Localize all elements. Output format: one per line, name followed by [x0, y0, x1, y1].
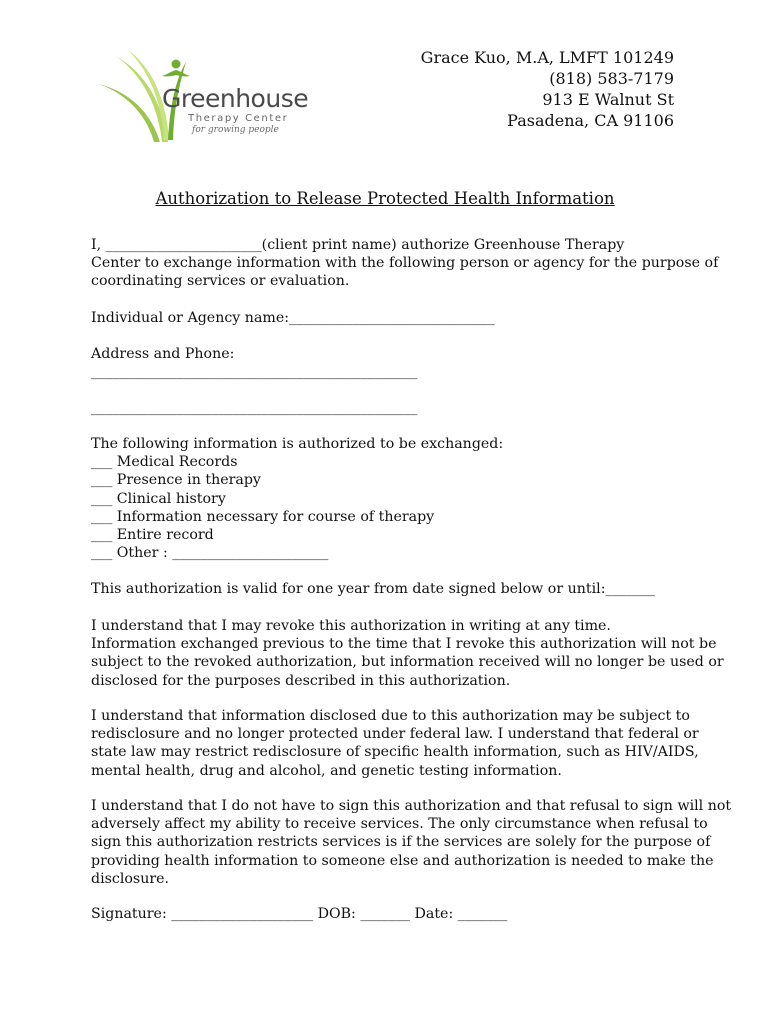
- address-field-2[interactable]: ______________________________________________: [91, 400, 418, 416]
- info-item-other[interactable]: ___ Other : ______________________: [91, 545, 329, 562]
- contact-block: [421, 47, 674, 131]
- refusal-line: disclosure.: [91, 870, 170, 887]
- validity-line: This authorization is valid for one year from date signed below or until:_______: [91, 581, 656, 597]
- redisclosure-line: mental health, drug and alcohol, and genetic testing information.: [91, 762, 562, 779]
- redisclosure-line: state law may restrict redisclosure of specific health information, such as HIV/AIDS,: [91, 744, 699, 761]
- info-item-clinical-history[interactable]: ___ Clinical history: [91, 490, 226, 507]
- address-field-1[interactable]: ______________________________________________: [91, 364, 418, 381]
- refusal-line: adversely affect my ability to receive services. The only circumstance when refusal to: [91, 816, 708, 833]
- document-title: Authorization to Release Protected Health Information: [155, 189, 615, 208]
- intro-line: I, ______________________(client print name) authorize Greenhouse Therapy: [91, 237, 625, 253]
- logo-name: Greenhouse: [162, 84, 309, 113]
- signature-row[interactable]: [91, 905, 691, 923]
- redisclosure-paragraph: [91, 707, 699, 780]
- info-heading: The following information is authorized to be exchanged:: [91, 436, 504, 452]
- greenhouse-logo: [96, 44, 316, 144]
- address-section: [91, 345, 691, 381]
- logo-subtitle: Therapy Center: [188, 113, 289, 124]
- refusal-paragraph: [91, 797, 732, 888]
- info-item-course-of-therapy[interactable]: ___ Information necessary for course of therapy: [91, 508, 435, 525]
- validity-paragraph: [91, 580, 691, 598]
- revoke-line: Information exchanged previous to the time that I revoke this authorization will not be: [91, 636, 717, 653]
- revoke-line: I understand that I may revoke this authorization in writing at any time.: [91, 618, 611, 634]
- redisclosure-line: redisclosure and no longer protected under federal law. I understand that federal or: [91, 726, 699, 743]
- address-field-2-wrap: [91, 399, 691, 417]
- contact-city: Pasadena, CA 91106: [507, 111, 674, 130]
- info-list: [91, 435, 691, 562]
- revoke-line: disclosed for the purposes described in this authorization.: [91, 672, 511, 689]
- refusal-line: providing health information to someone else and authorization is needed to make the: [91, 852, 714, 869]
- logo-tagline: for growing people: [192, 125, 279, 135]
- contact-street: 913 E Walnut St: [542, 90, 674, 109]
- revoke-paragraph: [91, 617, 724, 690]
- intro-paragraph: [91, 236, 719, 291]
- info-item-entire-record[interactable]: ___ Entire record: [91, 527, 214, 544]
- info-item-medical-records[interactable]: ___ Medical Records: [91, 454, 238, 471]
- revoke-line: subject to the revoked authorization, but information received will no longer be used or: [91, 654, 724, 671]
- contact-name: Grace Kuo, M.A, LMFT 101249: [420, 48, 674, 67]
- info-item-presence[interactable]: ___ Presence in therapy: [91, 472, 261, 489]
- address-label: Address and Phone:: [91, 346, 235, 362]
- signature-line: Signature: ____________________ DOB: _______ Date: _______: [91, 906, 508, 922]
- refusal-line: sign this authorization restricts services is if the services are solely for the purpose of: [91, 834, 711, 851]
- intro-line: Center to exchange information with the following person or agency for the purpose of: [91, 255, 719, 272]
- contact-phone: (818) 583-7179: [549, 69, 674, 88]
- redisclosure-line: I understand that information disclosed due to this authorization may be subject to: [91, 708, 690, 724]
- intro-line: coordinating services or evaluation.: [91, 273, 350, 290]
- refusal-line: I understand that I do not have to sign this authorization and that refusal to sign will not: [91, 798, 732, 814]
- agency-name-line: Individual or Agency name:_____________________________: [91, 310, 495, 326]
- agency-name-field[interactable]: [91, 309, 691, 327]
